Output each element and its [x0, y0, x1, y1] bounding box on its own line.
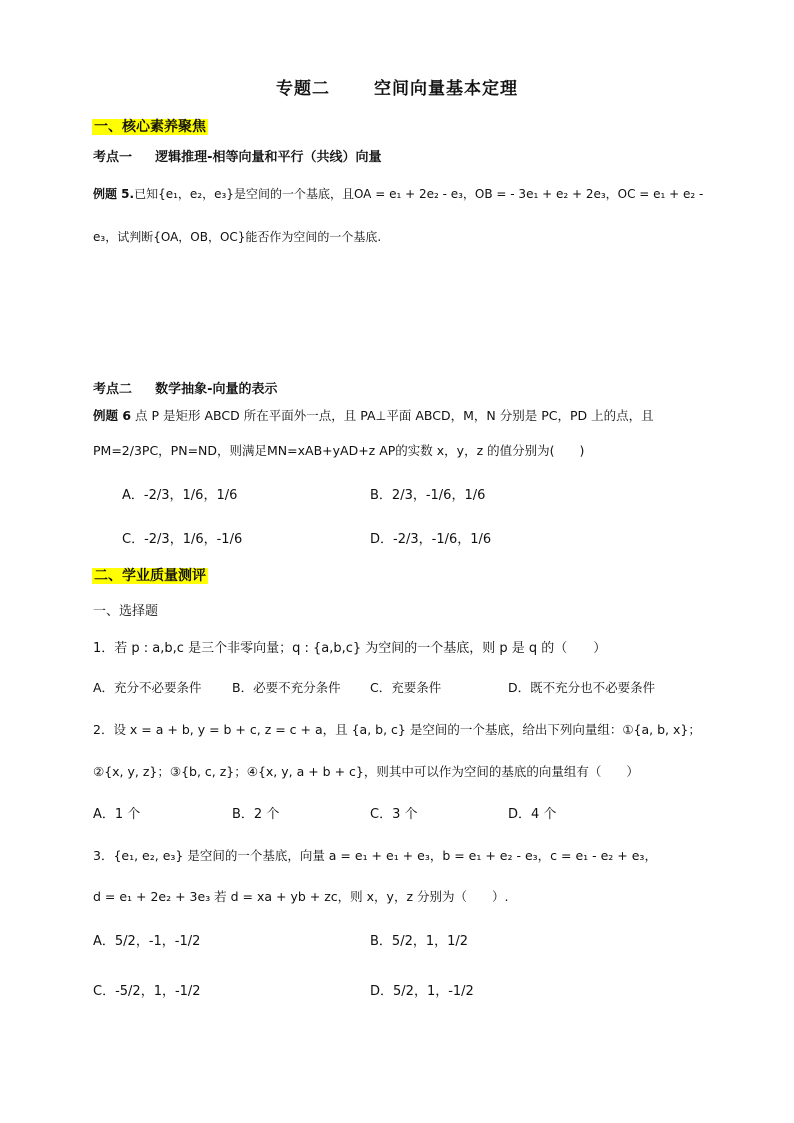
question3-option-d: D．5/2，1，-1/2: [370, 984, 474, 999]
section2-heading: 二、学业质量测评: [94, 568, 206, 584]
example6-label: 例题 6: [93, 408, 132, 423]
example5-text1: 已知{e₁，e₂，e₃}是空间的一个基底，且OA = e₁ + 2e₂ - e₃，OB = - 3e₁ + e₂ + 2e₃，OC = e₁ + e₂ -: [134, 187, 704, 201]
example6-option-d: D．-2/3，-1/6，1/6: [370, 532, 492, 547]
question3-option-a: A．5/2，-1，-1/2: [93, 934, 201, 949]
kaodian2-text: 数学抽象-向量的表示: [155, 382, 278, 397]
question3-option-c: C．-5/2，1，-1/2: [93, 984, 201, 999]
title-part2: 空间向量基本定理: [374, 79, 518, 99]
question2-line2: ②{x, y, z}；③{b, c, z}；④{x, y, a + b + c}，则其中可以作为空间的基底的向量组有（ ）: [93, 764, 639, 779]
kaodian2: [93, 378, 277, 397]
question1-option-a: A．充分不必要条件: [93, 680, 202, 695]
example6-option-a: A．-2/3，1/6，1/6: [122, 488, 238, 503]
question1-option-b: B．必要不充分条件: [232, 680, 341, 695]
question1-option-d: D．既不充分也不必要条件: [508, 680, 656, 695]
question3-option-b: B．5/2，1，1/2: [370, 934, 469, 949]
question1-option-c: C．充要条件: [370, 680, 442, 695]
kaodian1-text: 逻辑推理-相等向量和平行（共线）向量: [155, 150, 382, 165]
page-title: [0, 74, 794, 99]
example5-label: 例题 5.: [93, 187, 135, 201]
question2-line1: 2．设 x = a + b, y = b + c, z = c + a，且 {a, b, c} 是空间的一个基底，给出下列向量组：①{a, b, x}；: [93, 722, 701, 737]
question1-text: 1．若 p : a,b,c 是三个非零向量；q : {a,b,c} 为空间的一个基底，则 p 是 q 的（ ）: [93, 641, 607, 656]
question2-option-b: B．2 个: [232, 807, 280, 822]
example6-line2: PM=2/3PC，PN=ND，则满足MN=xAB+yAD+z AP的实数 x，y，z 的值分别为( ): [93, 443, 585, 458]
part-label: 一、选择题: [93, 604, 159, 619]
example6-text1: 点 P 是矩形 ABCD 所在平面外一点，且 PA⊥平面 ABCD，M，N 分别是 PC，PD 上的点，且: [135, 408, 654, 423]
question2-option-c: C．3 个: [370, 807, 418, 822]
example6-option-c: C．-2/3，1/6，-1/6: [122, 532, 243, 547]
question2-option-a: A．1 个: [93, 807, 141, 822]
example6-option-b: B．2/3，-1/6，1/6: [370, 488, 486, 503]
section1-heading: 一、核心素养聚焦: [94, 119, 206, 135]
example6-line1: [93, 406, 654, 424]
question2-option-d: D．4 个: [508, 807, 557, 822]
kaodian1: [93, 146, 381, 165]
kaodian2-label: 考点二: [93, 382, 133, 397]
question3-line2: d = e₁ + 2e₂ + 3e₃ 若 d = xa + yb + zc，则 x，y，z 分别为（ ）.: [93, 889, 509, 904]
kaodian1-label: 考点一: [93, 150, 133, 165]
question3-line1: 3．{e₁, e₂, e₃} 是空间的一个基底，向量 a = e₁ + e₁ + e₃，b = e₁ + e₂ - e₃，c = e₁ - e₂ + e₃，: [93, 848, 657, 863]
title-part1: 专题二: [276, 79, 330, 99]
example5-line1: [93, 185, 703, 202]
example5-line2: e₃，试判断{OA，OB，OC}能否作为空间的一个基底.: [93, 230, 382, 244]
